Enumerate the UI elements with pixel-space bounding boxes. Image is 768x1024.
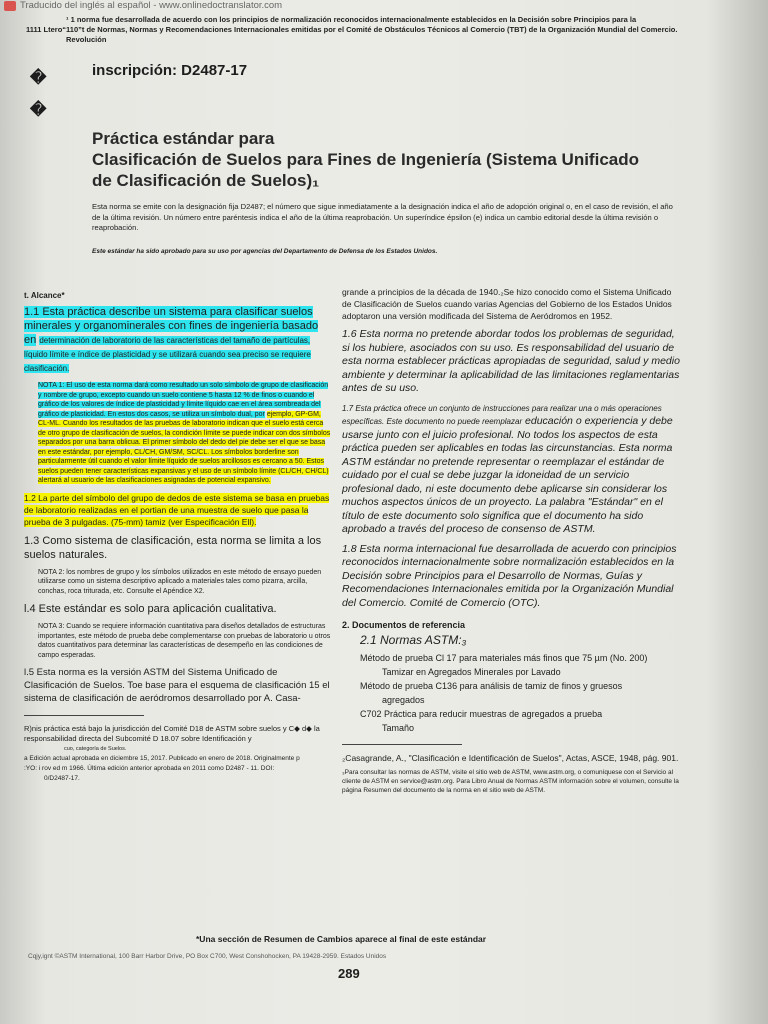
note-1-part-a: NOTA 1: El uso de esta norma dará como resultado un solo símbolo de grupo de clasificación y nombre de grupo, excepto cuando un suelo contiene 5 hasta 12 % de finos o cuando el gráfico de los valores de índice de plasticidad y límite líquido cae en el área sombreada del gráfico de plasticidad. En estos dos casos, se utiliza un símbolo dual, por — [38, 382, 329, 418]
replacement-glyph-2: � — [30, 102, 47, 119]
footnote-1: R)nis práctica está bajo la jurisdicción del Comité D18 de ASTM sobre suelos y C◆ d◆ la responsabilidad directa del Subcomité D 18.07 sobre Identificación y — [24, 724, 320, 743]
footnote-3: :YO: i rov ed m 1966. Última edición anterior aprobada en 2011 como D2487 - 11. DOI: — [24, 765, 275, 772]
designation: inscripción: D2487-17 — [92, 62, 248, 79]
note-1-part-b: ejemplo, GP-GM, CL-ML. Cuando los resultados de las pruebas de laboratorio indican que el suelo está cerca de otro grupo de clasificación de suelos, la condición límite se puede indicar con dos símbolos separados por una barra oblicua. El primer símbolo del dedo del pie debe ser el que se basa en este estándar, por ejemplo, CL/CH, GM/SM, SC/CL. Los símbolos borderline son particularmente útil cuando el valor límite líquido de suelos arcillosos es cercano a 50. Estos suelos pueden tener características expansivas y el uso de un símbolo límite (CL/CH, CH/CL) alertará al usuario de las clasificaciones asignadas de potencial expansivo. — [38, 410, 331, 484]
replacement-glyph-1: � — [30, 70, 47, 87]
paragraph-1-4: l.4 Este estándar es solo para aplicación cualitativa. — [24, 603, 277, 615]
dod-approval-note: Este estándar ha sido aprobado para su uso por agencias del Departamento de Defensa de los Estados Unidos. — [92, 248, 438, 255]
top-footnote-line1: ¹ 1 norma fue desarrollada de acuerdo con los principios de normalización reconocidos internacionalmente establecidos en la Decisión sobre Principios para la — [66, 15, 637, 24]
paragraph-1-7 — [342, 402, 680, 537]
paragraph-1-5: l.5 Esta norma es la versión ASTM del Sistema Unificado de Clasificación de Suelos. Toe base para el esquema de clasificación 15 el sistema de clasificación de aeródromos desarrollado por A. Casa- — [24, 667, 330, 704]
footnote-4: 0/D2487-17. — [44, 775, 80, 782]
document-title — [92, 128, 652, 191]
summary-of-changes-note: *Una sección de Resumen de Cambios aparece al final de este estándar — [196, 934, 487, 944]
paragraph-1-7-text: educación o experiencia y debe usarse junto con el juicio profesional. No todos los aspectos de esta práctica pueden ser aplicables en todas las circunstancias. Esta norma ASTM estándar no pretende representar o reemplazar el estándar de cuidado por el cual se debe juzgar la idoneidad de un servicio profesional dado, ni este documento debe aplicarse sin considerar los muchos aspectos únicos de un proyecto. La palabra "Estándar" en el título de este documento solo significa que el documento ha sido aprobado a través del proceso de consenso de ASTM. — [342, 415, 673, 535]
paragraph-1-1 — [24, 305, 332, 375]
scope-header: t. Alcance* — [24, 291, 65, 300]
page-number: 289 — [338, 966, 360, 981]
right-column — [342, 286, 680, 795]
note-2: NOTA 2: los nombres de grupo y los símbolos utilizados en este método de ensayo pueden utilizarse como un sistema descriptivo aplicado a materiales tales como pizarra, arcilla, conchas, roca triturada, etc. Consulte el Apéndice X2. — [38, 568, 322, 595]
paragraph-1-2 — [24, 492, 332, 528]
paragraph-1-2-text: 1.2 La parte del símbolo del grupo de dedos de este sistema se basa en pruebas de laboratorio realizadas en el portian de una muestra de suelo que pasa la prueba de 3 pulgadas. (75-mm) tamiz (ver Especificación Ell). — [24, 492, 330, 527]
left-column — [24, 290, 332, 784]
paragraph-1-1-cont: determinación de laboratorio de las características del tamaño de partículas, líquido límite e índice de plasticidad y se utilizará cuando sea preciso se requiere clasificación. — [24, 336, 311, 373]
reference-c702: C702 Práctica para reducir muestras de agregados a prueba — [360, 709, 603, 719]
top-footnote-line3: Revolución — [66, 35, 107, 44]
paragraph-1-7-intro: 1.7 Esta práctica ofrece un conjunto de instrucciones para realizar una o más operaciones específicas. Este documento no puede reemplazar — [342, 403, 662, 426]
translator-text: Traducido del inglés al español - www.onlinedoctranslator.com — [20, 0, 283, 11]
paragraph-1-5-continued: grande a principios de la década de 1940.₂Se hizo conocido como el Sistema Unificado de Clasificación de Suelos cuando varias Agencias del Gobierno de los Estados Unidos adoptaron una versión modificada del Sistema de Aeródromos en 1952. — [342, 287, 672, 321]
reference-c136-cont: agregados — [382, 695, 425, 705]
note-1 — [38, 381, 332, 486]
paragraph-1-8: 1.8 Esta norma internacional fue desarrollada de acuerdo con principios reconocidos internacionalmente sobre normalización establecidos en la Decisión sobre Principios para el Desarrollo de Normas, Guías y Recomendaciones Internacionales emitida por la Organización Mundial del Comercio. Comité de Comercio (OTC). — [342, 542, 677, 609]
footnote-2: a Edición actual aprobada en diciembre 15, 2017. Publicado en enero de 2018. Originalmente p — [24, 755, 300, 762]
paragraph-1-3: 1.3 Como sistema de clasificación, esta norma se limita a los suelos naturales. — [24, 534, 322, 561]
paragraph-1-1-text: 1.1 Esta práctica describe un sistema para clasificar suelos minerales y organominerales con fines de ingeniería basado en — [24, 306, 319, 346]
translator-banner[interactable] — [4, 0, 282, 11]
top-footnote — [26, 15, 716, 45]
title-line2: Clasificación de Suelos para Fines de Ingeniería (Sistema Unificado — [92, 150, 639, 169]
paragraph-1-6: 1.6 Esta norma no pretende abordar todos los problemas de seguridad, si los hubiere, asociados con su uso. Es responsabilidad del usuario de esta norma establecer prácticas apropiadas de seguridad, salud y medio ambiente y determinar la aplicabilidad de las limitaciones reglamentarias antes de su uso. — [342, 328, 680, 394]
footnote-astm-standards: ₃Para consultar las normas de ASTM, visite el sitio web de ASTM, www.astm.org, o comuníquese con el Servicio al cliente de ASTM en service@astm.org. Para Libro Anual de Normas ASTM información sobre el volumen, consulte la página Resumen del documento de la norma en el sitio web de ASTM. — [342, 769, 679, 794]
reference-c702-cont: Tamaño — [382, 723, 415, 733]
title-line1: Práctica estándar para — [92, 129, 275, 148]
reference-c136: Método de prueba C136 para análisis de tamiz de finos y gruesos — [360, 681, 623, 691]
top-footnote-line2: 1111 Ltero“110”t de Normas, Normas y Recomendaciones Internacionales emitidas por el Comité de Obstáculos Técnicos al Comercio (TBT) de la Organización Mundial del Comercio. — [26, 25, 678, 34]
footnote-separator — [24, 715, 144, 716]
section-2-header: 2. Documentos de referencia — [342, 620, 466, 630]
note-3: NOTA 3: Cuando se requiere información cuantitativa para diseños detallados de estructuras importantes, este método de prueba debe complementarse con pruebas de laboratorio u otros datos cuantitativos para determinar las características de desempeño en las condiciones de campo esperadas. — [38, 623, 331, 659]
footnote-casagrande: ₂Casagrande, A., "Clasificación e Identificación de Suelos", Actas, ASCE, 1948, pág. 901. — [342, 753, 679, 763]
right-footnote-separator — [342, 744, 462, 745]
issuance-note: Esta norma se emite con la designación fija D2487; el número que sigue inmediatamente a la designación indica el año de adopción original o, en el caso de revisión, el año de la última revisión. Un número entre paréntesis indica el año de la última reaprobación. Un superíndice épsilon (e) indica un cambio editorial desde la última revisión o reaprobación. — [92, 202, 673, 232]
footnote-1-subcategory: cuo, categoría de Suelos. — [64, 746, 127, 752]
copyright-line: Cqjy,ignt ©ASTM International, 100 Barr Harbor Drive, PO Box C700, West Conshohocken, PA 19428-2959. Estados Unidos — [28, 953, 387, 960]
title-line3: de Clasificación de Suelos)₁ — [92, 171, 320, 190]
reference-c117-cont: Tamizar en Agregados Minerales por Lavado — [382, 667, 561, 677]
paragraph-2-1: 2.1 Normas ASTM:₃ — [360, 633, 467, 647]
translator-icon — [4, 1, 16, 11]
reference-c117: Método de prueba Cl 17 para materiales más finos que 75 µm (No. 200) — [360, 653, 648, 663]
